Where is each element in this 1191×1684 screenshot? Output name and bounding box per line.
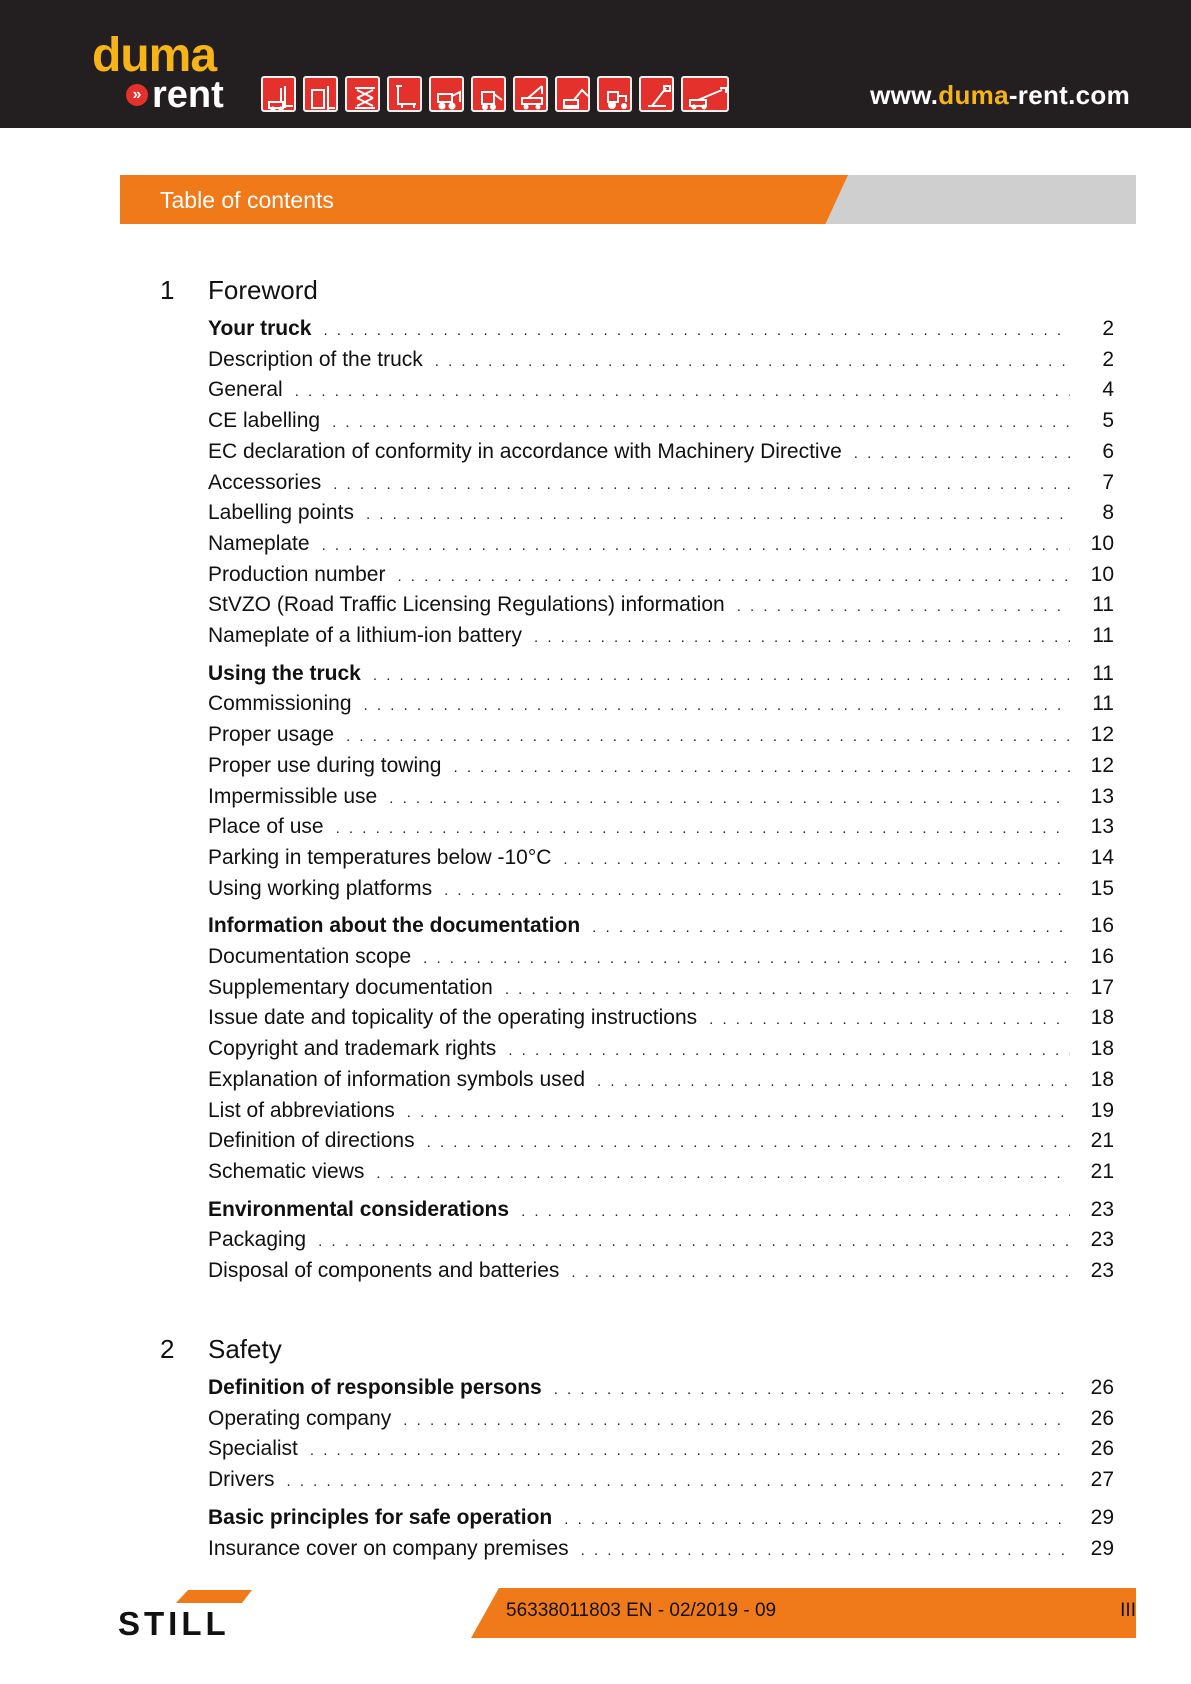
toc-entry-label: Nameplate [208, 531, 310, 555]
url-prefix: www. [870, 80, 939, 110]
toc-entry-page: 18 [1090, 1067, 1114, 1091]
toc-entry-label: Commissioning [208, 692, 352, 716]
toc-entry-page: 12 [1090, 753, 1114, 777]
toc-dot-leader [322, 537, 1070, 554]
toc-entry-label: Explanation of information symbols used [208, 1067, 586, 1091]
toc-dot-leader [581, 1542, 1070, 1559]
toc-entry-label: Environmental considerations [208, 1197, 510, 1221]
toc-entry-page: 13 [1090, 815, 1114, 839]
toc-entry-label: Impermissible use [208, 784, 378, 808]
toc-dot-leader [854, 445, 1070, 462]
toc-entry-page: 19 [1090, 1098, 1114, 1122]
toc-entry[interactable] [208, 532, 1114, 562]
toc-section-entry[interactable] [208, 914, 1114, 944]
toc-entry-label: Parking in temperatures below -10°C [208, 845, 552, 869]
machine-icons-strip [261, 76, 729, 112]
toc-entry-page: 23 [1090, 1228, 1114, 1252]
toc-entry-label: Information about the documentation [208, 914, 581, 938]
toc-entry[interactable] [208, 1228, 1114, 1258]
reach-truck-icon [303, 76, 338, 112]
chapter-title: Safety [208, 1334, 282, 1364]
page-header [0, 0, 1191, 128]
toc-section-entry[interactable] [208, 1198, 1114, 1228]
toc-dot-leader [444, 882, 1070, 899]
toc-entry-page: 26 [1090, 1437, 1114, 1461]
toc-entry[interactable] [208, 846, 1114, 876]
toc-entry[interactable] [208, 1129, 1114, 1159]
toc-entry[interactable] [208, 1537, 1114, 1567]
toc-entry-page: 13 [1090, 784, 1114, 808]
toc-entry[interactable] [208, 723, 1114, 753]
toc-entry-page: 16 [1090, 914, 1114, 938]
toc-entry[interactable] [208, 624, 1114, 654]
toc-entry[interactable] [208, 1006, 1114, 1036]
crane-truck-icon [513, 76, 548, 112]
toc-entry-label: Place of use [208, 815, 324, 839]
toc-entry-label: Definition of responsible persons [208, 1376, 542, 1399]
toc-entry-label: Labelling points [208, 501, 354, 525]
scissor-lift-icon [345, 76, 380, 112]
toc-entry-page: 6 [1102, 439, 1114, 463]
toc-dot-leader [295, 383, 1070, 400]
toc-entry[interactable] [208, 440, 1114, 470]
toc-dot-leader [453, 759, 1070, 776]
toc-entry-label: EC declaration of conformity in accordance with Machinery Directive [208, 439, 842, 463]
toc-dot-leader [423, 950, 1070, 967]
toc-entry-label: List of abbreviations [208, 1098, 395, 1122]
toc-dot-leader [592, 919, 1070, 936]
toc-entry[interactable] [208, 378, 1114, 408]
toc-entry[interactable] [208, 692, 1114, 722]
toc-entry-page: 26 [1090, 1406, 1114, 1430]
still-logo [118, 1590, 308, 1638]
toc-entry[interactable] [208, 976, 1114, 1006]
toc-entry-page: 5 [1102, 409, 1114, 433]
toc-entry-page: 4 [1102, 378, 1114, 402]
still-logo-text: STILL [118, 1605, 230, 1638]
logo-rent-row [126, 76, 224, 114]
toc-entry-label: Specialist [208, 1437, 298, 1461]
toc-dot-leader [332, 414, 1070, 431]
toc-entry-page: 2 [1102, 317, 1114, 340]
toc-entry-page: 16 [1090, 945, 1114, 968]
toc-dot-leader [373, 667, 1070, 684]
toc-dot-leader [389, 790, 1070, 807]
toc-entry-label: StVZO (Road Traffic Licensing Regulations) information [208, 593, 725, 617]
toc-section-entry[interactable] [208, 1506, 1114, 1536]
toc-entry-page: 21 [1090, 1159, 1114, 1183]
toc-entry[interactable] [208, 1259, 1114, 1289]
document-number: 56338011803 EN - 02/2019 - 09 [506, 1600, 777, 1621]
page-number: III [1120, 1600, 1136, 1621]
toc-entry[interactable] [208, 785, 1114, 815]
toc-entry-page: 27 [1090, 1468, 1114, 1492]
toc-entry-page: 7 [1102, 470, 1114, 494]
still-logo-accent [176, 1590, 252, 1603]
excavator-icon [555, 76, 590, 112]
forklift-icon [261, 76, 296, 112]
toc-entry[interactable] [208, 593, 1114, 623]
page-title: Table of contents [160, 187, 334, 213]
toc-dot-leader [376, 1165, 1070, 1182]
toc-entry-label: Production number [208, 562, 386, 586]
toc-dot-leader [310, 1442, 1070, 1459]
toc-entry-page: 12 [1090, 723, 1114, 747]
toc-entry-page: 26 [1090, 1376, 1114, 1399]
toc-dot-leader [403, 1412, 1070, 1429]
toc-entry-label: Documentation scope [208, 945, 412, 968]
toc-entry-page: 29 [1090, 1505, 1114, 1529]
toc-entry[interactable] [208, 815, 1114, 845]
toc-entry-page: 17 [1090, 975, 1114, 999]
toc-banner [120, 175, 1136, 224]
toc-dot-leader [563, 851, 1070, 868]
toc-section-entry[interactable] [208, 1376, 1114, 1406]
toc-dot-leader [323, 322, 1070, 339]
toc-entry-label: Description of the truck [208, 347, 423, 371]
logo-arrow-badge: » [126, 84, 148, 106]
toc-dot-leader [571, 1264, 1070, 1281]
toc-entry-label: Definition of directions [208, 1129, 415, 1153]
toc-dot-leader [336, 820, 1070, 837]
compact-loader-icon [471, 76, 506, 112]
toc-entry[interactable] [208, 1160, 1114, 1190]
toc-dot-leader [346, 728, 1070, 745]
toc-dot-leader [737, 598, 1070, 615]
toc-entry-page: 29 [1090, 1536, 1114, 1560]
toc-entry-label: Disposal of components and batteries [208, 1259, 560, 1282]
toc-entry-label: Using working platforms [208, 876, 433, 900]
toc-entry-page: 18 [1090, 1006, 1114, 1030]
toc-entry-page: 14 [1090, 845, 1114, 869]
toc-entry-page: 10 [1090, 531, 1114, 555]
toc-entry-label: Issue date and topicality of the operating instructions [208, 1006, 698, 1030]
toc-entry-label: Basic principles for safe operation [208, 1505, 553, 1529]
toc-dot-leader [407, 1104, 1070, 1121]
toc-entry[interactable] [208, 1468, 1114, 1498]
tractor-icon [597, 76, 632, 112]
toc-entry-page: 15 [1090, 876, 1114, 900]
logo-rent-text: rent [152, 74, 224, 116]
toc-entry[interactable] [208, 563, 1114, 593]
toc-entry[interactable] [208, 754, 1114, 784]
toc-dot-leader [333, 476, 1070, 493]
toc-section-entry[interactable] [208, 662, 1114, 692]
duma-rent-logo [92, 29, 242, 116]
toc-dot-leader [366, 506, 1070, 523]
toc-entry-label: Supplementary documentation [208, 975, 493, 999]
toc-entry-label: Schematic views [208, 1159, 365, 1183]
toc-entry[interactable] [208, 1437, 1114, 1467]
toc-entry-page: 23 [1090, 1197, 1114, 1221]
toc-entry-page: 10 [1090, 562, 1114, 586]
toc-entry-label: Insurance cover on company premises [208, 1536, 569, 1560]
toc-entry-page: 11 [1092, 661, 1114, 685]
toc-entry-page: 11 [1092, 692, 1114, 716]
toc-dot-leader [505, 981, 1070, 998]
toc-entry-page: 8 [1102, 501, 1114, 525]
toc-entry-label: Copyright and trademark rights [208, 1037, 497, 1061]
chapter-number: 2 [160, 1334, 175, 1364]
pallet-truck-icon [387, 76, 422, 112]
telehandler-icon [681, 76, 729, 112]
url-suffix: -rent.com [1008, 80, 1130, 110]
toc-entry-label: Accessories [208, 470, 322, 494]
toc-dot-leader [287, 1473, 1071, 1490]
toc-entry-page: 23 [1090, 1259, 1114, 1282]
logo-duma-text: duma [92, 29, 217, 82]
toc-entry-label: Packaging [208, 1228, 307, 1252]
toc-entry-label: General [208, 378, 283, 402]
toc-entry[interactable] [208, 409, 1114, 439]
toc-entry-page: 11 [1092, 624, 1114, 647]
toc-entry-page: 18 [1090, 1037, 1114, 1061]
toc-entry-label: Proper usage [208, 723, 335, 747]
toc-entry[interactable] [208, 1037, 1114, 1067]
toc-entry-label: Drivers [208, 1468, 275, 1492]
toc-dot-leader [564, 1511, 1070, 1528]
toc-dot-leader [397, 568, 1070, 585]
toc-entry-label: Operating company [208, 1406, 392, 1430]
chapter-title: Foreword [208, 275, 318, 305]
toc-dot-leader [508, 1042, 1070, 1059]
toc-dot-leader [554, 1381, 1070, 1398]
website-url [870, 80, 1130, 111]
toc-dot-leader [364, 697, 1070, 714]
toc-entry-page: 21 [1090, 1129, 1114, 1153]
chapter-number: 1 [160, 275, 175, 305]
toc-entry[interactable] [208, 877, 1114, 907]
toc-dot-leader [435, 353, 1070, 370]
toc-entry-label: Nameplate of a lithium-ion battery [208, 624, 522, 647]
toc-dot-leader [427, 1134, 1070, 1151]
toc-entry-page: 2 [1102, 347, 1114, 371]
toc-entry-label: CE labelling [208, 409, 321, 433]
toc-dot-leader [597, 1073, 1070, 1090]
toc-entry[interactable] [208, 471, 1114, 501]
wheel-loader-icon [429, 76, 464, 112]
url-highlight: duma [938, 80, 1009, 110]
toc-entry[interactable] [208, 1407, 1114, 1437]
toc-entry[interactable] [208, 1068, 1114, 1098]
toc-dot-leader [534, 629, 1070, 646]
toc-dot-leader [709, 1011, 1070, 1028]
toc-section-entry[interactable] [208, 317, 1114, 347]
toc-entry-label: Your truck [208, 317, 312, 340]
toc-dot-leader [318, 1233, 1070, 1250]
toc-entry[interactable] [208, 501, 1114, 531]
boom-lift-icon [639, 76, 674, 112]
toc-dot-leader [521, 1203, 1070, 1220]
toc-entry[interactable] [208, 1099, 1114, 1129]
toc-entry-label: Using the truck [208, 661, 361, 685]
toc-entry-page: 11 [1092, 593, 1114, 617]
toc-entry[interactable] [208, 348, 1114, 378]
toc-entry[interactable] [208, 945, 1114, 975]
toc-entry-label: Proper use during towing [208, 753, 442, 777]
